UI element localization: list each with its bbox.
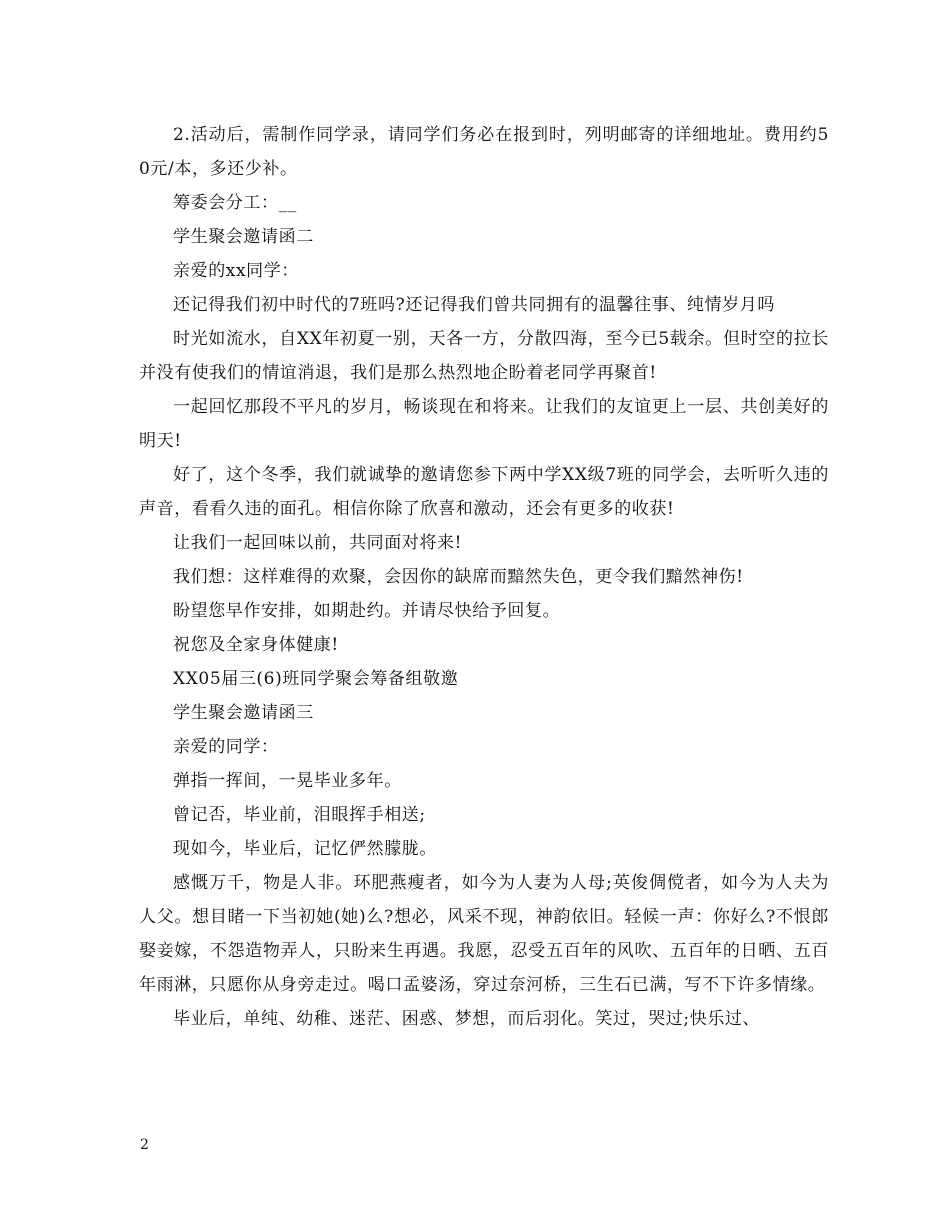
paragraph-17: 曾记否，毕业前，泪眼挥手相送; <box>173 805 426 825</box>
paragraph-10: 我们想：这样难得的欢聚，会因你的缺席而黯然失色，更令我们黯然神伤! <box>173 567 744 587</box>
paragraph-9: 让我们一起回味以前，共同面对将来! <box>173 533 463 553</box>
paragraph-3: 学生聚会邀请函二 <box>173 227 314 247</box>
paragraph-19: 感慨万千，物是人非。环肥燕瘦者，如今为人妻为人母;英俊倜傥者，如今为人夫为人父。想目睹一下当初她(她)么?想必，风采不现，神韵依旧。轻候一声：你好么?不恨郎娶妾嫁，不怨造物弄人，只盼来生再遇。我愿，忍受五百年的风吹、五百年的日晒、五百年雨淋，只愿你从身旁走过。喝口孟婆汤，穿过奈河桥，三生石已满，写不下许多情缘。 <box>139 873 829 995</box>
paragraph-13: XX05届三(6)班同学聚会筹备组敬邀 <box>173 669 459 689</box>
document-body <box>139 118 829 1036</box>
paragraph-16: 弹指一挥间，一晃毕业多年。 <box>173 771 402 791</box>
paragraph-8: 好了，这个冬季，我们就诚挚的邀请您参下两中学XX级7班的同学会，去听听久违的声音，看看久违的面孔。相信你除了欣喜和激动，还会有更多的收获! <box>139 465 829 519</box>
paragraph-6: 时光如流水，自XX年初夏一别，天各一方，分散四海，至今已5载余。但时空的拉长并没有使我们的情谊消退，我们是那么热烈地企盼着老同学再聚首! <box>139 329 829 383</box>
paragraph-4: 亲爱的xx同学： <box>173 261 299 281</box>
paragraph-12: 祝您及全家身体健康! <box>173 635 339 655</box>
paragraph-5: 还记得我们初中时代的7班吗?还记得我们曾共同拥有的温馨往事、纯情岁月吗 <box>173 295 775 315</box>
paragraph-1: 2.活动后，需制作同学录，请同学们务必在报到时，列明邮寄的详细地址。费用约50元/本，多还少补。 <box>139 125 829 179</box>
paragraph-14: 学生聚会邀请函三 <box>173 703 314 723</box>
paragraph-11: 盼望您早作安排，如期赴约。并请尽快给予回复。 <box>173 601 561 621</box>
paragraph-18: 现如今，毕业后，记忆俨然朦胧。 <box>173 839 437 859</box>
paragraph-20: 毕业后，单纯、幼稚、迷茫、困惑、梦想，而后羽化。笑过，哭过;快乐过、 <box>173 1009 761 1029</box>
paragraph-2: 筹委会分工：__ <box>173 193 297 213</box>
page-number: 2 <box>140 1137 149 1153</box>
paragraph-15: 亲爱的同学： <box>173 737 279 757</box>
paragraph-7: 一起回忆那段不平凡的岁月，畅谈现在和将来。让我们的友谊更上一层、共创美好的明天! <box>139 397 829 451</box>
